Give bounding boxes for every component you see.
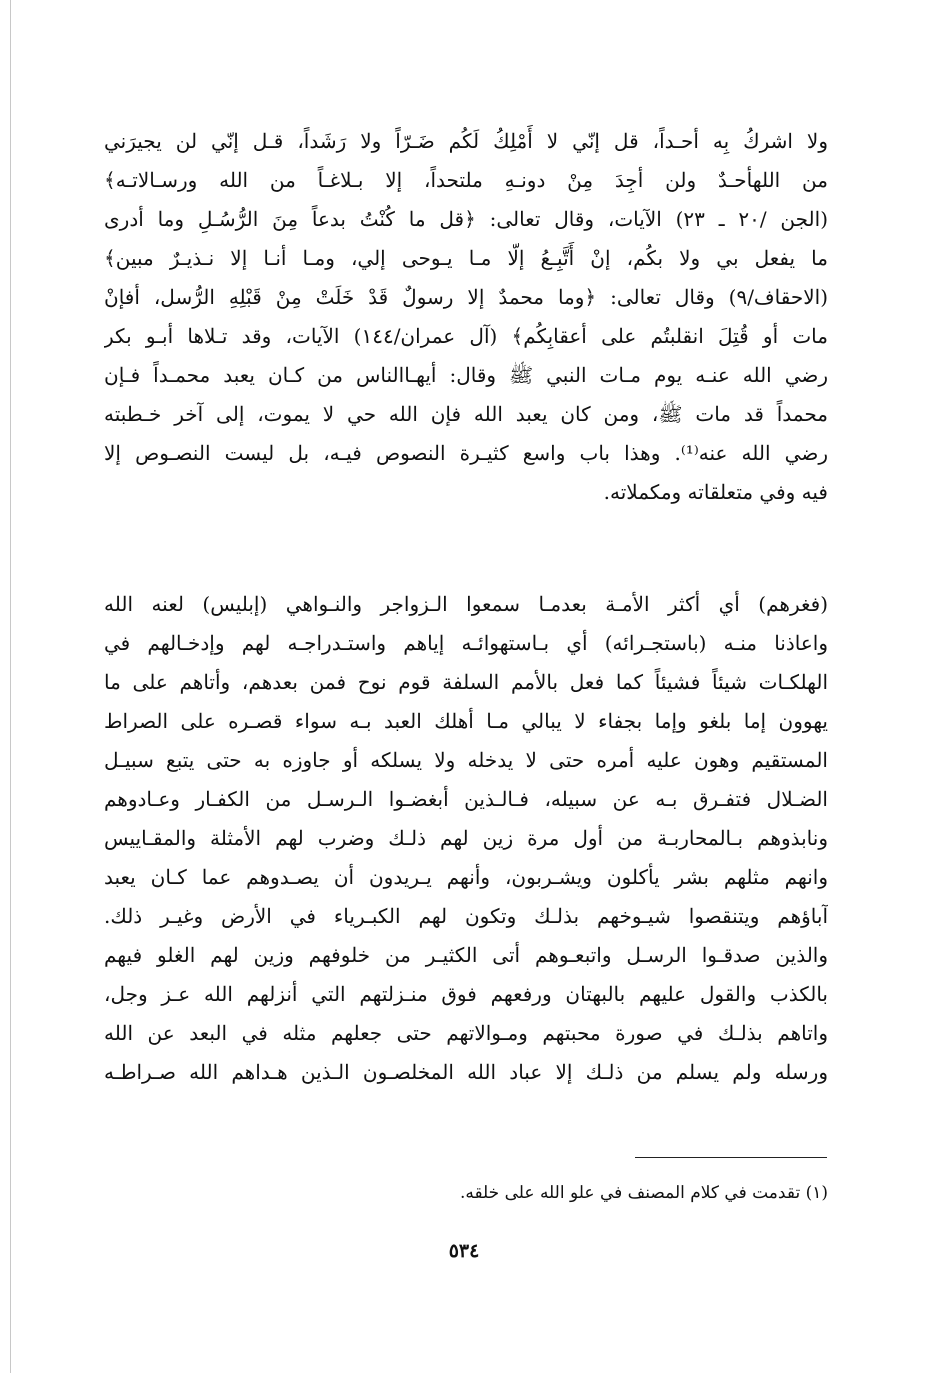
paragraph-2-line: بالكذب والقول عليهم بالبهتان ورفعهم فوق منـزلتهم التي أنزلهم الله عـز وجل، xyxy=(104,982,828,1006)
paragraph-2-line: ورسله ولم يسلم من ذلـك إلا عباد الله المخلصـون الـذين هـداهم الله صـراطـه xyxy=(104,1060,828,1084)
paragraph-1-line: فيه وفي متعلقاته ومكملاته. xyxy=(603,480,828,504)
paragraph-1-line: رضي الله عنه⁽¹⁾. وهذا باب واسع كثيـرة النصوص فيـه، بل ليست النصـوص إلا xyxy=(104,441,828,465)
paragraph-2-line: آباؤهم ويتنقصوا شيـوخهم بذلـك وتكون لهم الكبـرياء في الأرض وغيـر ذلك. xyxy=(104,904,828,928)
paragraph-2-line: ونابذوهم بـالمحاربـة من أول مرة زين لهم ذلـك وضرب لهم الأمثلة والمقـاييس xyxy=(104,826,828,850)
paragraph-2-line: الضـلال فتفـرق بـه عن سبيله، فـالـذين أبغضـوا الـرسـل من الكفـار وعـادوهم xyxy=(104,787,828,811)
paragraph-1-line: ما يفعل بي ولا بكُم، إنْ أَتَّبِـعُ إلّا مـا يـوحى إلي، ومـا أنـا إلا نـذيـرٌ مبين﴾ xyxy=(104,246,828,270)
paragraph-2-line: والذين صدقـوا الرسـل واتبعـوهم أتى الكثيـر من خلوفهم وزين لهم الغلو فيهم xyxy=(104,943,828,967)
paragraph-2 xyxy=(104,585,828,1092)
paragraph-2-line: واتاهم بذلـك في صورة محبتهم ومـوالاتهم حتى جعلهم مثله في البعد عن الله xyxy=(104,1021,828,1045)
paragraph-1-line: (الاحقاف/٩) وقال تعالى: ﴿وما محمدٌ إلا رسولٌ قَدْ خَلَتْ مِنْ قَبْلِهِ الرُّسل، أفإنْ xyxy=(104,285,828,309)
footnote: (١) تقدمت في كلام المصنف في علو الله على خلقه. xyxy=(459,1183,828,1203)
paragraph-1-line: محمداً قد مات ﷺ، ومن كان يعبد الله فإن الله حي لا يموت، إلى آخر خـطبته xyxy=(104,402,828,426)
footnote-divider xyxy=(635,1157,827,1158)
paragraph-2-line: وانهم مثلهم بشر يأكلون ويشـربون، وأنهم يـريدون أن يصـدوهم عما كـان يعبد xyxy=(104,865,828,889)
paragraph-1-line: ولا اشركُ بِه أحـداً، قل إنّي لا أَمْلِكُ لَكُم ضَـرّاً ولا رَشَداً، قـل إنّي لن يجيرَني xyxy=(104,129,828,153)
paragraph-1-line: من اللهأحـدٌ ولن أجِدَ مِنْ دونـهِ ملتحداً، إلا بـلاغـاً من الله ورسـالاتـه﴾ xyxy=(104,168,828,192)
paragraph-1-line: (الجن /٢٠ ـ ٢٣) الآيات، وقال تعالى: ﴿قل ما كُنْتُ بدعاً مِنَ الرُّسُـلِ وما أدرى xyxy=(104,207,828,231)
page-number: ٥٣٤ xyxy=(448,1240,480,1262)
paragraph-2-line: واعاذنا منـه (باستجـرائه) أي بـاستهوائـه إياهم واستـدراجـه لهم وإدخـالهم في xyxy=(104,631,828,655)
paragraph-1-line: رضي الله عنـه يوم مـات النبي ﷺ وقال: أيهـاالناس من كـان يعبد محمـداً فـإن xyxy=(104,363,828,387)
scan-edge-line xyxy=(10,0,11,1373)
paragraph-2-line: (فغرهم) أي أكثر الأمـة بعدمـا سمعوا الـزواجر والنـواهي (إبليس) لعنه الله xyxy=(104,592,828,616)
paragraph-2-line: المستقيم وهون عليه أمره حتى لا يدخله ولا يسلكه أو جاوزه به حتى يتبع سبيـل xyxy=(104,748,828,772)
paragraph-2-line: الهلكـات شيئاً فشيئاً كما فعل بالأمم السلفة قوم نوح فمن بعدهم، وأتاهم على ما xyxy=(104,670,828,694)
paragraph-1 xyxy=(104,122,828,512)
paragraph-2-line: يهوون إما بلغو وإما بجفاء لا يبالي مـا أهلك العبد بـه سواء قصـره على الصراط xyxy=(104,709,828,733)
paragraph-1-line: مات أو قُتِلَ انقلبتُم على أعقابِكُم﴾ (آل عمران/١٤٤) الآيات، وقد تـلاها أبـو بكر xyxy=(104,324,828,348)
